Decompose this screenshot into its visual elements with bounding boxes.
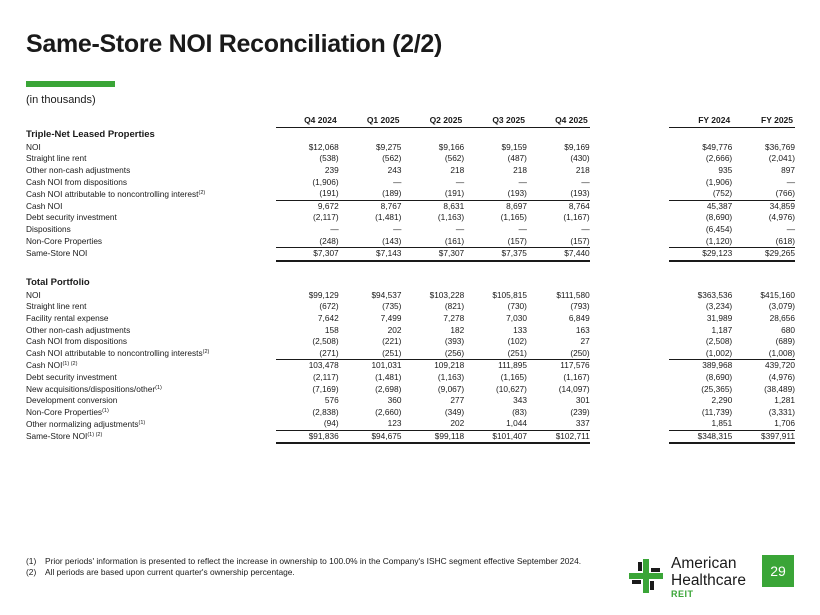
- row-label: Other normalizing adjustments: [26, 418, 139, 429]
- value-cell: $415,160: [760, 289, 795, 300]
- table-row: [26, 235, 795, 247]
- value-cell: 897: [781, 165, 795, 176]
- row-label-cell: [26, 313, 276, 325]
- value-cell: (251): [464, 348, 527, 360]
- value-cell: (161): [401, 235, 464, 247]
- value-cell: (766): [732, 188, 795, 200]
- value-cell: 337: [527, 418, 590, 430]
- value-cell: (1,163): [437, 212, 465, 223]
- value-cell: 7,499: [380, 313, 402, 324]
- value-cell: (793): [570, 301, 590, 312]
- section-heading-row: [26, 127, 795, 142]
- page-number: 29: [762, 555, 794, 587]
- value-cell: $348,315: [669, 430, 732, 443]
- value-cell: (1,165): [500, 212, 527, 223]
- logo-line-1: American: [671, 555, 737, 572]
- row-label: Other non-cash adjustments: [26, 324, 131, 335]
- value-cell: (393): [444, 336, 465, 347]
- logo-line-2: Healthcare: [671, 572, 746, 589]
- title-accent-bar: [26, 81, 115, 87]
- section-heading-row: [26, 276, 795, 290]
- value-cell: 111,895: [498, 360, 527, 371]
- value-cell: (10,627): [496, 383, 527, 394]
- value-cell: (94): [276, 418, 339, 430]
- value-cell: (83): [512, 406, 527, 417]
- value-cell: —: [393, 224, 402, 235]
- value-cell: $9,169: [564, 141, 590, 152]
- row-label-cell: [26, 348, 276, 360]
- row-label: Cash NOI: [26, 360, 63, 371]
- value-cell: 182: [450, 324, 465, 335]
- logo-wordmark: [671, 555, 746, 589]
- value-cell: $7,375: [464, 247, 527, 260]
- value-cell: (2,041): [768, 153, 795, 164]
- value-cell: 202: [387, 324, 402, 335]
- value-cell: 6,849: [568, 313, 590, 324]
- footnote-reference: (1): [155, 384, 162, 391]
- value-cell: $12,068: [308, 141, 339, 152]
- row-label: Non-Core Properties: [26, 235, 103, 246]
- value-cell: (9,067): [437, 383, 465, 394]
- value-cell: (3,234): [705, 301, 733, 312]
- value-cell: (8,690): [705, 371, 733, 382]
- row-label: Facility rental expense: [26, 313, 109, 324]
- value-cell: (157): [527, 235, 590, 247]
- row-label-cell: [26, 395, 276, 407]
- value-cell: (1,906): [705, 176, 733, 187]
- footnote-reference: (1) (2): [62, 361, 78, 368]
- value-cell: $29,265: [732, 247, 795, 260]
- value-cell: 8,697: [506, 200, 527, 211]
- column-header: Q3 2025: [464, 115, 527, 127]
- value-cell: (191): [401, 188, 464, 200]
- value-cell: 7,278: [443, 313, 465, 324]
- value-cell: (8,690): [705, 212, 733, 223]
- row-label: Cash NOI attributable to noncontrolling interest: [26, 188, 199, 199]
- value-cell: (821): [444, 301, 465, 312]
- value-cell: 103,478: [308, 360, 339, 371]
- column-header: Q4 2024: [276, 115, 339, 127]
- value-cell: 1,187: [711, 324, 733, 335]
- value-cell: (1,165): [500, 371, 527, 382]
- value-cell: 7,642: [317, 313, 339, 324]
- table-row: [26, 348, 795, 360]
- row-label-cell: [26, 200, 276, 212]
- value-cell: —: [786, 224, 795, 235]
- value-cell: (752): [669, 188, 732, 200]
- value-cell: 243: [387, 165, 402, 176]
- row-label-cell: [26, 247, 276, 260]
- value-cell: (4,976): [768, 212, 795, 223]
- column-header: FY 2025: [732, 115, 795, 127]
- column-header: Q1 2025: [339, 115, 402, 127]
- value-cell: 7,030: [506, 313, 527, 324]
- units-note: (in thousands): [26, 94, 96, 106]
- row-label-cell: [26, 142, 276, 154]
- value-cell: 360: [387, 395, 402, 406]
- value-cell: (11,739): [701, 406, 733, 417]
- value-cell: $94,537: [371, 289, 402, 300]
- row-label-cell: [26, 418, 276, 430]
- value-cell: 8,631: [443, 200, 465, 211]
- value-cell: (1,167): [563, 212, 590, 223]
- value-cell: —: [518, 176, 527, 187]
- footnote-reference: (1) (2): [87, 432, 103, 439]
- table-row: [26, 336, 795, 348]
- value-cell: 101,031: [371, 360, 402, 371]
- row-label-cell: [26, 406, 276, 418]
- value-cell: (6,454): [705, 224, 733, 235]
- column-header-row: [26, 115, 795, 127]
- value-cell: 218: [450, 165, 465, 176]
- value-cell: 123: [339, 418, 402, 430]
- value-cell: (1,163): [437, 371, 465, 382]
- footnote-mark: (2): [26, 567, 37, 577]
- value-cell: $99,129: [308, 289, 339, 300]
- value-cell: (1,167): [563, 371, 590, 382]
- value-cell: (2,508): [312, 336, 339, 347]
- value-cell: $9,275: [376, 141, 402, 152]
- value-cell: (562): [444, 153, 465, 164]
- row-label: Development conversion: [26, 395, 118, 406]
- row-label-cell: [26, 336, 276, 348]
- value-cell: (2,666): [705, 153, 733, 164]
- value-cell: (221): [382, 336, 402, 347]
- footnote-text: Prior periods' information is presented to reflect the increase in ownership to 100.0% in the Company's ISHC segment effective September 2024.: [45, 556, 582, 566]
- value-cell: (189): [339, 188, 402, 200]
- value-cell: 133: [513, 324, 527, 335]
- row-label: Same-Store NOI: [26, 431, 88, 442]
- value-cell: $7,143: [339, 247, 402, 260]
- value-cell: $363,536: [697, 289, 733, 300]
- table-row: [26, 247, 795, 260]
- medical-cross-logo-icon: [629, 559, 663, 593]
- value-cell: 31,989: [706, 313, 733, 324]
- footnote-reference: (1): [102, 407, 109, 414]
- row-label: Cash NOI: [26, 200, 63, 211]
- value-cell: (562): [382, 153, 402, 164]
- row-label-cell: [26, 372, 276, 384]
- column-header: FY 2024: [669, 115, 732, 127]
- value-cell: $94,675: [339, 430, 402, 443]
- value-cell: 27: [580, 336, 590, 347]
- value-cell: 935: [718, 165, 733, 176]
- row-label: Dispositions: [26, 224, 71, 235]
- value-cell: (38,489): [764, 383, 795, 394]
- value-cell: 301: [575, 395, 590, 406]
- value-cell: $102,711: [527, 430, 590, 443]
- row-label-cell: [26, 360, 276, 372]
- value-cell: $99,118: [401, 430, 464, 443]
- table-row: [26, 372, 795, 384]
- value-cell: (102): [507, 336, 527, 347]
- value-cell: 8,764: [568, 200, 590, 211]
- value-cell: $7,307: [401, 247, 464, 260]
- table-row: [26, 406, 795, 418]
- value-cell: (2,838): [312, 406, 339, 417]
- value-cell: (193): [464, 188, 527, 200]
- value-cell: 28,656: [769, 313, 795, 324]
- footnote-reference: (1): [138, 419, 146, 426]
- row-label-cell: [26, 176, 276, 188]
- column-header: Q2 2025: [401, 115, 464, 127]
- value-cell: 1,281: [774, 395, 795, 406]
- value-cell: (4,976): [768, 371, 795, 382]
- value-cell: (1,906): [312, 176, 339, 187]
- value-cell: (2,117): [313, 371, 339, 382]
- value-cell: (248): [276, 235, 339, 247]
- value-cell: 576: [324, 395, 339, 406]
- row-label-cell: [26, 212, 276, 224]
- value-cell: $7,307: [276, 247, 339, 260]
- table-row: [26, 313, 795, 325]
- row-label-cell: [26, 165, 276, 177]
- value-cell: 218: [575, 165, 590, 176]
- value-cell: (1,481): [375, 212, 402, 223]
- value-cell: 1,044: [464, 418, 527, 430]
- value-cell: 680: [781, 324, 795, 335]
- page-title: Same-Store NOI Reconciliation (2/2): [26, 30, 442, 58]
- table-row: [26, 395, 795, 407]
- value-cell: (1,120): [669, 235, 732, 247]
- table-row: [26, 360, 795, 372]
- value-cell: $36,769: [765, 141, 795, 152]
- value-cell: 109,218: [434, 360, 465, 371]
- row-label: Same-Store NOI: [26, 248, 88, 259]
- table-row: [26, 176, 795, 188]
- table-row: [26, 430, 795, 443]
- value-cell: 117,576: [560, 360, 590, 371]
- row-label: NOI: [26, 289, 41, 300]
- value-cell: $103,228: [429, 289, 465, 300]
- value-cell: (430): [570, 153, 590, 164]
- value-cell: 1,851: [669, 418, 732, 430]
- footnote-reference: (2): [202, 349, 210, 356]
- footnotes: [26, 556, 581, 578]
- table-row: [26, 224, 795, 236]
- table-row: [26, 301, 795, 313]
- value-cell: (487): [507, 153, 527, 164]
- table-row: [26, 165, 795, 177]
- value-cell: $9,166: [438, 141, 465, 152]
- row-label: Straight line rent: [26, 301, 87, 312]
- value-cell: (672): [319, 301, 339, 312]
- value-cell: $397,911: [732, 430, 795, 443]
- value-cell: (239): [570, 406, 590, 417]
- section-heading: Total Portfolio: [26, 277, 90, 289]
- value-cell: 8,767: [380, 200, 402, 211]
- value-cell: 158: [324, 324, 339, 335]
- value-cell: 1,706: [732, 418, 795, 430]
- value-cell: (1,008): [732, 348, 795, 360]
- value-cell: (3,331): [768, 406, 795, 417]
- row-label-cell: [26, 383, 276, 395]
- row-label: New acquisitions/dispositions/other: [26, 383, 156, 394]
- row-label-cell: [26, 235, 276, 247]
- noi-reconciliation-table: [26, 115, 795, 444]
- value-cell: —: [330, 224, 339, 235]
- value-cell: —: [581, 224, 590, 235]
- value-cell: (2,660): [375, 406, 402, 417]
- value-cell: —: [455, 224, 465, 235]
- value-cell: (349): [444, 406, 465, 417]
- row-label: Debt security investment: [26, 212, 117, 223]
- value-cell: (271): [276, 348, 339, 360]
- value-cell: 45,387: [706, 200, 733, 211]
- value-cell: (3,079): [768, 301, 795, 312]
- table-row: [26, 153, 795, 165]
- value-cell: 34,859: [769, 200, 795, 211]
- table-row: [26, 324, 795, 336]
- section-spacer: [26, 261, 795, 276]
- value-cell: (251): [339, 348, 402, 360]
- table-row: [26, 188, 795, 200]
- row-label-cell: [26, 430, 276, 443]
- footnote-reference: (2): [198, 189, 206, 196]
- value-cell: (1,481): [375, 371, 402, 382]
- value-cell: (157): [464, 235, 527, 247]
- table-body: [26, 127, 795, 443]
- row-label-cell: [26, 290, 276, 302]
- table-row: [26, 142, 795, 154]
- section-heading: Triple-Net Leased Properties: [26, 129, 155, 141]
- footnote: [26, 567, 581, 578]
- value-cell: —: [455, 176, 465, 187]
- value-cell: —: [786, 176, 795, 187]
- value-cell: $29,123: [669, 247, 732, 260]
- value-cell: 2,290: [711, 395, 733, 406]
- value-cell: (689): [775, 336, 795, 347]
- value-cell: (256): [401, 348, 464, 360]
- table-row: [26, 212, 795, 224]
- value-cell: (193): [527, 188, 590, 200]
- value-cell: 343: [513, 395, 527, 406]
- value-cell: $105,815: [492, 289, 527, 300]
- table-row: [26, 383, 795, 395]
- value-cell: $101,407: [464, 430, 527, 443]
- value-cell: $9,159: [501, 141, 527, 152]
- row-label-cell: [26, 153, 276, 165]
- row-label: Cash NOI from dispositions: [26, 336, 127, 347]
- value-cell: $7,440: [527, 247, 590, 260]
- value-cell: (2,698): [375, 383, 402, 394]
- table-row: [26, 200, 795, 212]
- value-cell: (735): [382, 301, 402, 312]
- row-label: Straight line rent: [26, 153, 87, 164]
- value-cell: (7,169): [312, 383, 339, 394]
- footnote-text: All periods are based upon current quarter's ownership percentage.: [45, 567, 295, 577]
- logo-tag: REIT: [671, 589, 694, 599]
- value-cell: $49,776: [702, 141, 733, 152]
- value-cell: $91,836: [276, 430, 339, 443]
- value-cell: (730): [507, 301, 527, 312]
- value-cell: —: [581, 176, 590, 187]
- row-label-cell: [26, 224, 276, 236]
- value-cell: 439,720: [765, 360, 795, 371]
- value-cell: —: [393, 176, 402, 187]
- row-label: NOI: [26, 141, 41, 152]
- row-label: Cash NOI attributable to noncontrolling interests: [26, 348, 203, 359]
- row-label: Debt security investment: [26, 371, 117, 382]
- value-cell: 218: [513, 165, 527, 176]
- value-cell: (618): [732, 235, 795, 247]
- row-label-cell: [26, 188, 276, 200]
- footnote: [26, 556, 581, 567]
- value-cell: (1,002): [669, 348, 732, 360]
- row-label: Other non-cash adjustments: [26, 165, 131, 176]
- row-label: Cash NOI from dispositions: [26, 176, 127, 187]
- row-label-cell: [26, 301, 276, 313]
- column-header: Q4 2025: [527, 115, 590, 127]
- row-label: Non-Core Properties: [26, 406, 103, 417]
- table-row: [26, 290, 795, 302]
- value-cell: 389,968: [702, 360, 733, 371]
- value-cell: 9,672: [317, 200, 339, 211]
- table-row: [26, 418, 795, 430]
- value-cell: (25,365): [701, 383, 733, 394]
- footnote-mark: (1): [26, 556, 37, 566]
- value-cell: 202: [401, 418, 464, 430]
- value-cell: $111,580: [556, 289, 590, 300]
- value-cell: (538): [319, 153, 339, 164]
- value-cell: (143): [339, 235, 402, 247]
- value-cell: 277: [450, 395, 465, 406]
- value-cell: (14,097): [558, 383, 590, 394]
- value-cell: (191): [276, 188, 339, 200]
- row-label-cell: [26, 324, 276, 336]
- value-cell: (2,508): [705, 336, 733, 347]
- value-cell: 163: [575, 324, 590, 335]
- value-cell: 239: [324, 165, 339, 176]
- value-cell: (2,117): [313, 212, 339, 223]
- value-cell: (250): [527, 348, 590, 360]
- value-cell: —: [518, 224, 527, 235]
